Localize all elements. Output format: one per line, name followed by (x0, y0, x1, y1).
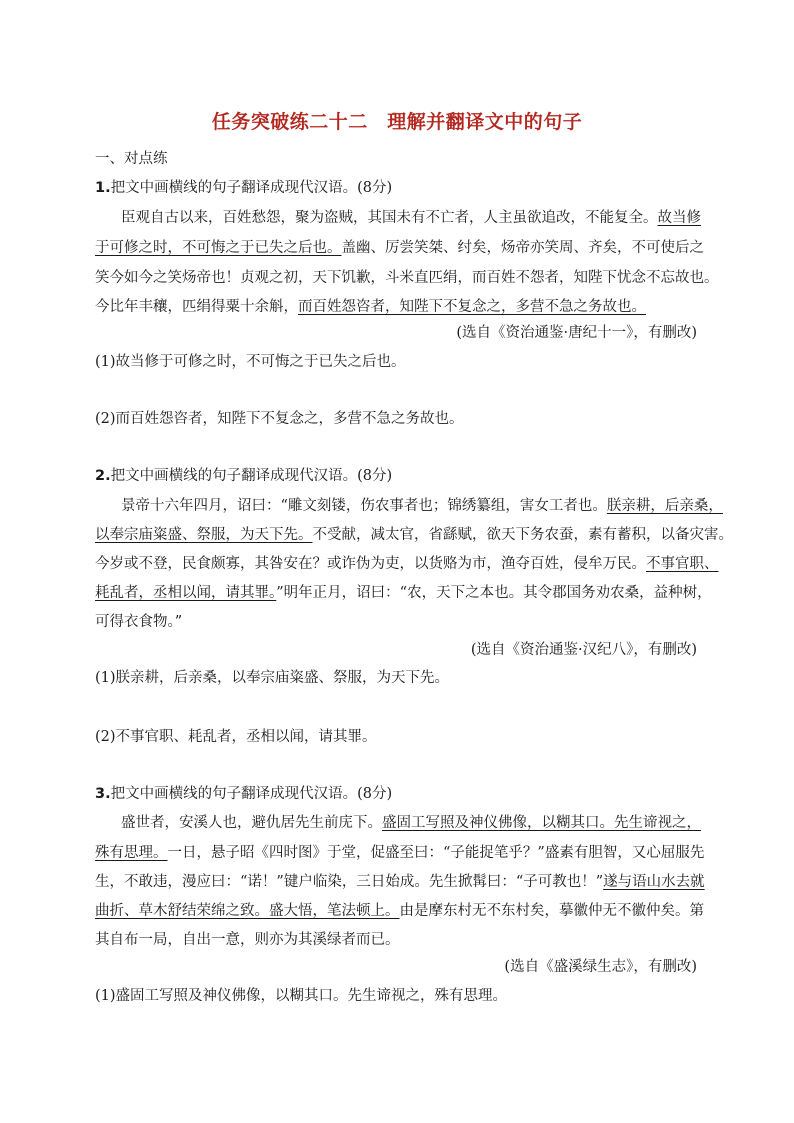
underlined-sentence: 耗乱者，丞相以闻，请其罪。 (95, 585, 277, 601)
passage-line: 可得衣食物。” (95, 614, 183, 630)
passage-line (95, 901, 704, 921)
source-citation: (选自《资治通鉴·汉纪八》，有删改) (470, 642, 697, 658)
passage-line (95, 843, 704, 863)
passage-text: ”明年正月，诏曰：“农，天下之本也。其令郡国务劝农桑，益种树， (276, 585, 712, 601)
passage-text: 今比年丰穰，匹绢得粟十余斛， (95, 299, 298, 315)
question-1-heading (95, 178, 392, 198)
question-number: 3. (95, 786, 111, 802)
underlined-sentence: 殊有思理。 (95, 845, 168, 861)
passage-line (121, 496, 723, 516)
sentence-item-2: (2)而百姓怨咨者，知陛下不复念之，多营不急之务故也。 (95, 411, 464, 427)
sentence-item-1: (1)故当修于可修之时，不可悔之于已失之后也。 (95, 354, 406, 370)
passage-text: 盖幽、厉尝笑桀、纣矣，炀帝亦笑周、齐矣，不可使后之 (341, 240, 704, 256)
question-prompt: 把文中画横线的句子翻译成现代汉语。(8分) (110, 468, 393, 484)
section-heading: 一、对点练 (95, 151, 168, 167)
passage-text: 由是摩东村无不东村矣，摹徽仲无不徽仲矣。第 (399, 903, 704, 919)
underlined-sentence: 于可修之时，不可悔之于已失之后也。 (95, 240, 342, 256)
question-prompt: 把文中画横线的句子翻译成现代汉语。(8分) (110, 180, 393, 196)
passage-text: 一日，悬子昭《四时图》于堂，促盛至曰：“子能捉笔乎？”盛素有胆智，又心屈服先 (167, 845, 705, 861)
passage-line (121, 813, 701, 833)
passage-text: 盛世者，安溪人也，避仇居先生前庑下。 (121, 815, 382, 831)
passage-line (95, 525, 733, 545)
question-number: 1. (95, 180, 111, 196)
passage-text: 今岁或不登，民食颇寡，其咎安在？或诈伪为吏，以货赂为市，渔夺百姓，侵牟万民。 (95, 556, 646, 572)
underlined-sentence: 故当修 (657, 210, 701, 226)
question-3-heading (95, 784, 392, 804)
sentence-item-1: (1)盛固工写照及神仪佛像，以糊其口。先生谛视之，殊有思理。 (95, 988, 508, 1004)
source-citation: (选自《资治通鉴·唐纪十一》，有删改) (456, 325, 697, 341)
underlined-sentence: 曲折、草木舒结荣绵之致。盛大悟，笔法顿上。 (95, 903, 400, 919)
sentence-item-1: (1)朕亲耕，后亲桑，以奉宗庙粢盛、祭服，为天下先。 (95, 670, 450, 686)
underlined-sentence: 而百姓怨咨者，知陛下不复念之，多营不急之务故也。 (298, 299, 646, 315)
question-prompt: 把文中画横线的句子翻译成现代汉语。(8分) (110, 786, 393, 802)
passage-text: 景帝十六年四月，诏曰：“雕文刻镂，伤农事者也；锦绣纂组，害女工者也。 (121, 498, 607, 514)
passage-line (95, 238, 704, 258)
passage-line (95, 554, 719, 574)
underlined-sentence: 不事官职、 (646, 556, 719, 572)
underlined-sentence: 遂与语山水去就 (603, 874, 705, 890)
sentence-item-2: (2)不事官职、耗乱者，丞相以闻，请其罪。 (95, 729, 377, 745)
passage-line (95, 297, 646, 317)
underlined-sentence: 盛固工写照及神仪佛像，以糊其口。先生谛视之， (382, 815, 701, 831)
passage-line: 其自布一局，自出一意，则亦为其溪绿者而已。 (95, 932, 400, 948)
passage-line (121, 208, 701, 228)
passage-line (95, 872, 705, 892)
page-title: 任务突破练二十二 理解并翻译文中的句子 (211, 111, 583, 133)
underlined-sentence: 朕亲耕，后亲桑， (606, 498, 723, 514)
passage-text: 臣观自古以来，百姓愁怨，聚为盗贼，其国未有不亡者，人主虽欲追改，不能复全。 (121, 210, 658, 226)
passage-text: 生，不敢违，漫应曰：“诺！”键户临染，三日始成。先生掀髯曰：“子可教也！” (95, 874, 604, 890)
source-citation: (选自《盛溪绿生志》，有删改) (504, 959, 697, 975)
passage-line (95, 583, 712, 603)
passage-text: 不受献，减太官，省繇赋，欲天下务农蚕，素有蓄积，以备灾害。 (312, 527, 733, 543)
underlined-sentence: 以奉宗庙粢盛、祭服，为天下先。 (95, 527, 313, 543)
question-number: 2. (95, 468, 111, 484)
question-2-heading (95, 466, 392, 486)
passage-line: 笑今如今之笑炀帝也！贞观之初，天下饥歉，斗米直匹绢，而百姓不怨者，知陛下忧念不忘故也。 (95, 270, 719, 286)
